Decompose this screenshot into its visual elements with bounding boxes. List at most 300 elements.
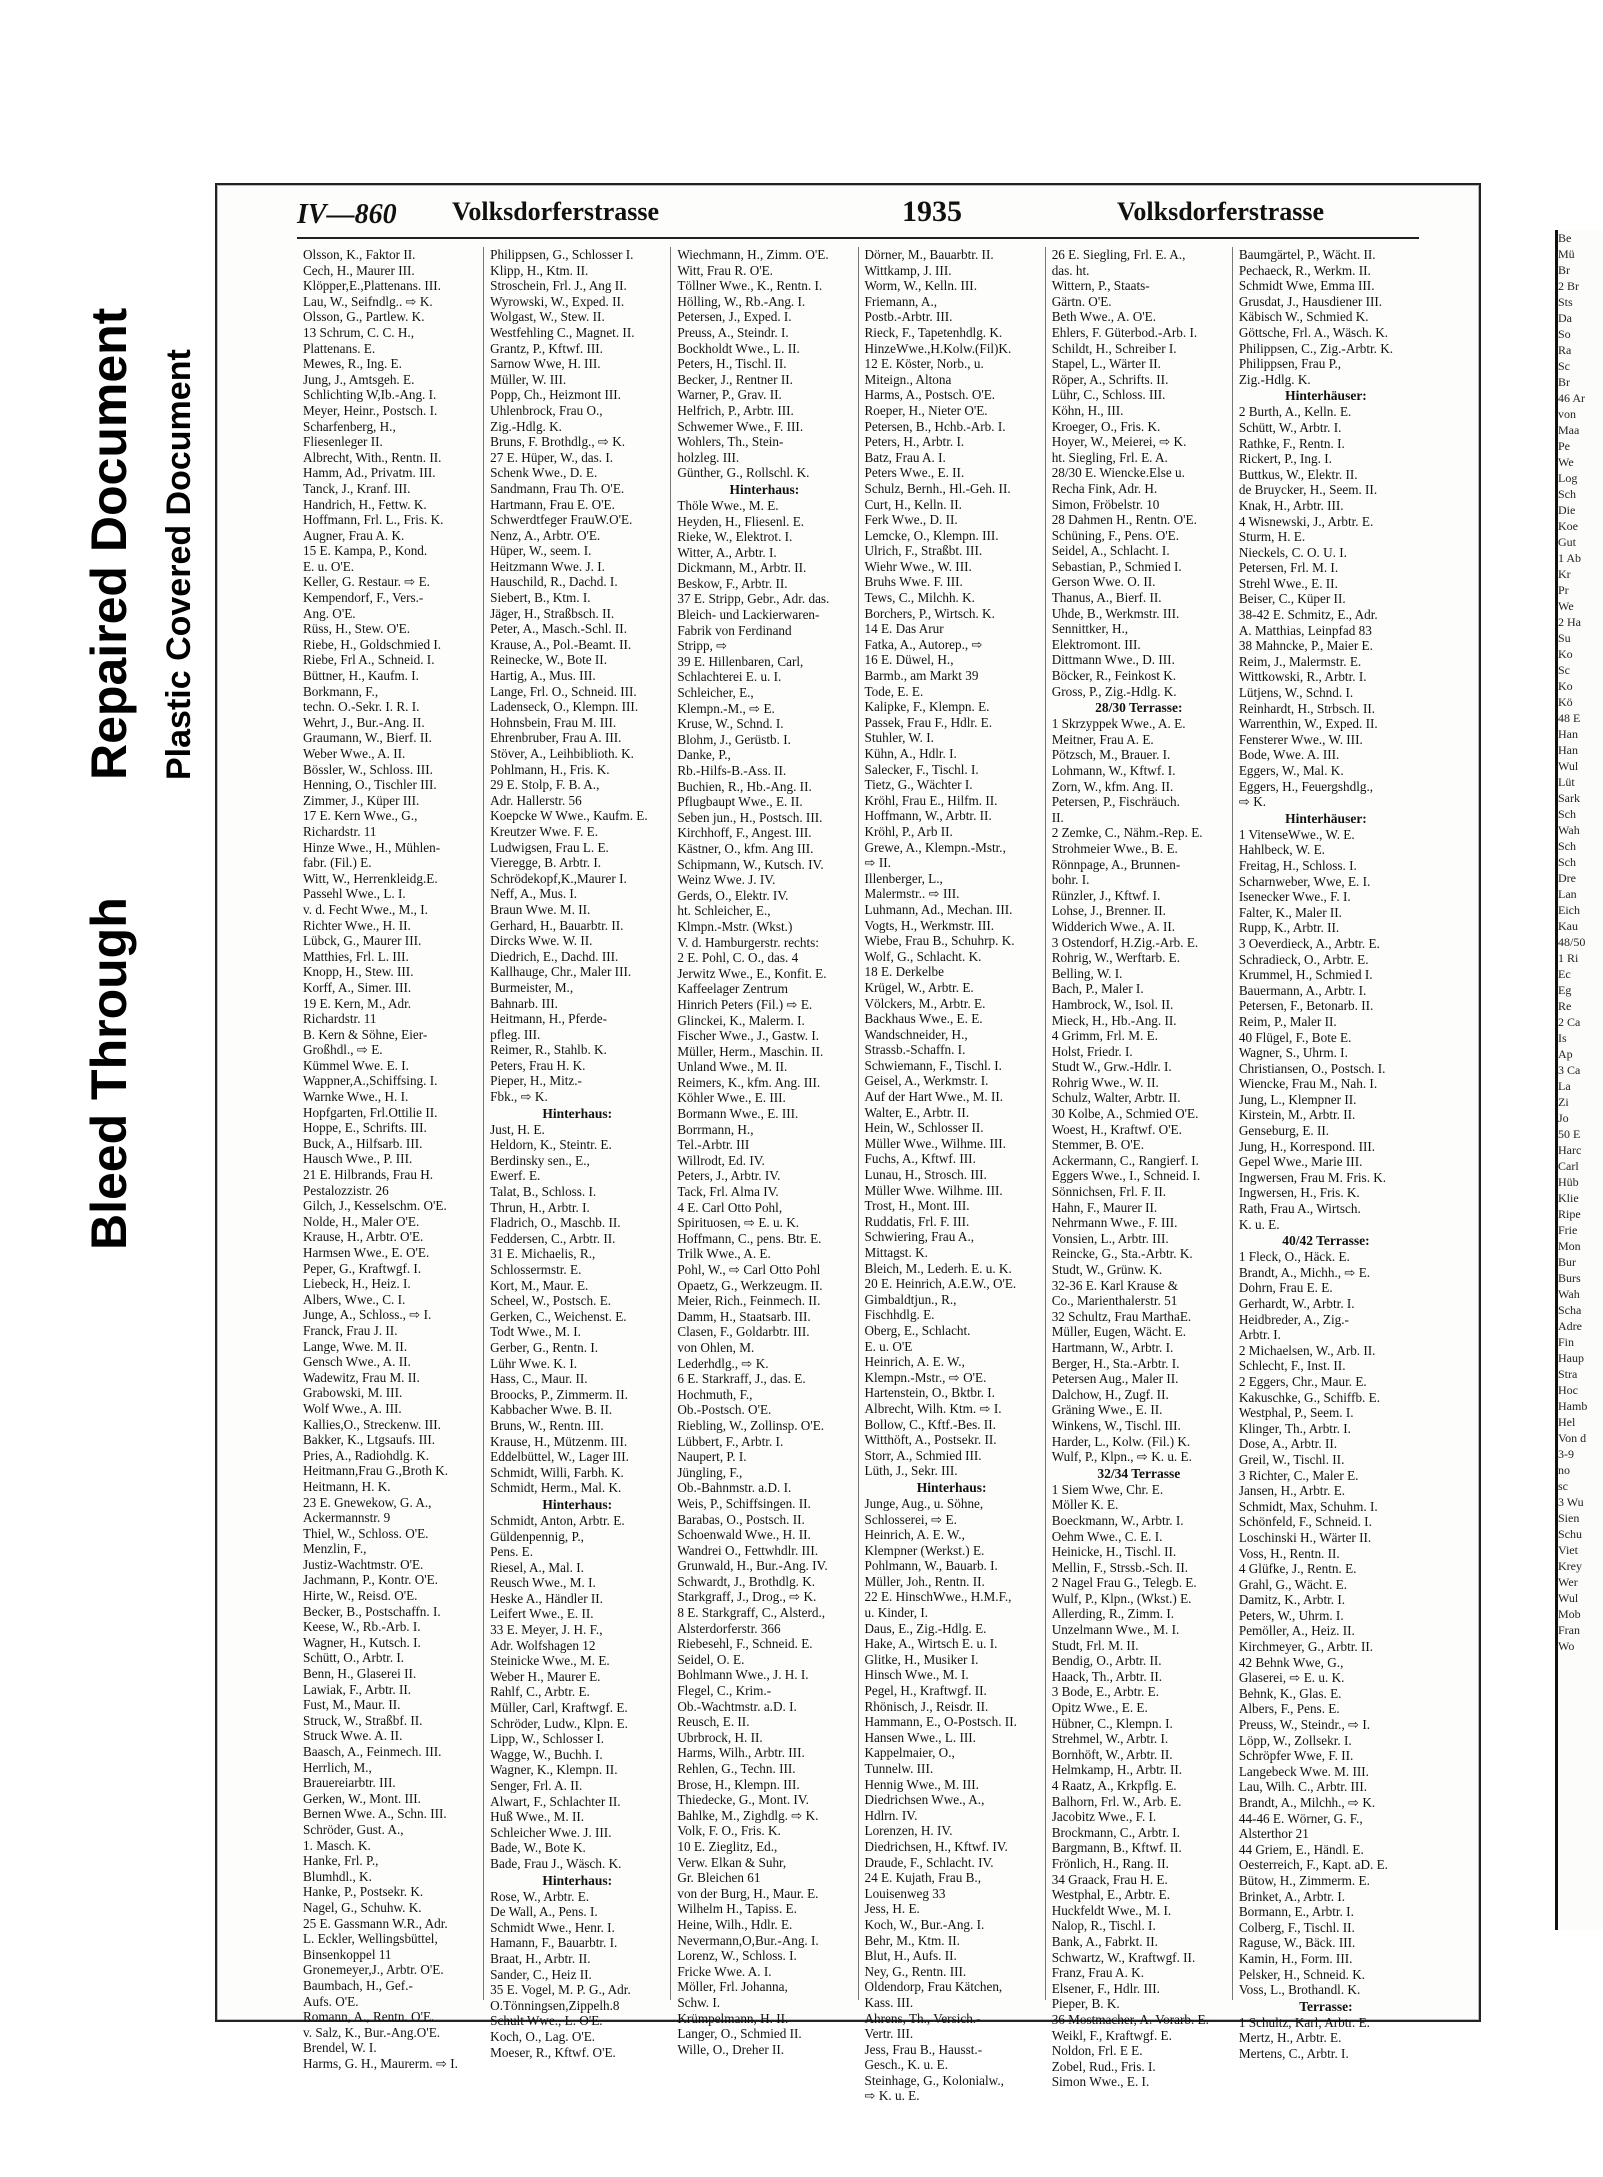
directory-entry: Nagel, G., Schuhw. K. xyxy=(303,1899,422,1915)
directory-entry: Hüper, W., seem. I. xyxy=(490,543,592,559)
directory-entry: Studt, Frl. M. II. xyxy=(1051,1637,1139,1653)
adjacent-page-fragment: Kr xyxy=(1558,567,1571,581)
directory-entry: Justiz-Wachtmstr. O'E. xyxy=(303,1556,424,1572)
directory-entry: Adr. Wolfshagen 12 xyxy=(490,1637,596,1653)
directory-entry: Rohrig Wwe., W. II. xyxy=(1051,1074,1159,1090)
directory-entry: Schwardt, J., Brothdlg. K. xyxy=(677,1573,816,1589)
directory-entry: Flegel, C., Krim.- xyxy=(677,1683,772,1699)
page-code: IV—860 xyxy=(297,199,397,230)
directory-entry: Olsson, G., Partlew. K. xyxy=(303,309,425,325)
directory-entry: Heidbreder, A., Zig.- xyxy=(1238,1311,1349,1327)
directory-entry: Menzlin, F., xyxy=(303,1541,367,1557)
directory-entry: Heske A., Händler II. xyxy=(490,1590,603,1606)
adjacent-page-fragment: 3 Ca xyxy=(1558,1063,1581,1077)
directory-entry: 3 Oeverdieck, A., Arbtr. E. xyxy=(1238,935,1380,951)
adjacent-page-fragment: Mon xyxy=(1558,1239,1581,1253)
adjacent-page-fragment: Sts xyxy=(1558,295,1573,309)
directory-entry: Baumgärtel, P., Wächt. II. xyxy=(1238,247,1376,262)
directory-entry: HinzeWwe.,H.Kolw.(Fil)K. xyxy=(864,340,1012,356)
directory-entry: Oberg, E., Schlacht. xyxy=(864,1322,971,1338)
directory-entry: Bollow, C., Kftf.-Bes. II. xyxy=(864,1416,996,1432)
directory-entry: 2 Nagel Frau G., Telegb. E. xyxy=(1051,1575,1197,1591)
directory-entry: ht. Schleicher, E., xyxy=(677,903,771,919)
directory-entry: Eddelbüttel, W., Lager III. xyxy=(490,1449,629,1465)
directory-entry: Worm, W., Kelln. III. xyxy=(864,278,977,294)
directory-entry: das. ht. xyxy=(1051,262,1090,278)
directory-entry: Philippsen, C., Zig.-Arbtr. K. xyxy=(1238,340,1394,356)
directory-entry: L. Eckler, Wellingsbüttel, xyxy=(303,1931,438,1947)
directory-entry: Zorn, W., kfm. Ang. II. xyxy=(1051,778,1174,794)
adjacent-page-fragment: Viet xyxy=(1558,1543,1578,1557)
adjacent-page-fragment: Von d xyxy=(1558,1431,1587,1445)
directory-entry: Heine, Wilh., Hdlr. E. xyxy=(677,1916,793,1932)
directory-entry: Meier, Rich., Feinmech. II. xyxy=(677,1293,821,1309)
directory-entry: Westphal, E., Arbtr. E. xyxy=(1051,1887,1171,1903)
directory-entry: Wolgast, W., Stew. II. xyxy=(490,309,605,325)
directory-entry: Dickmann, M., Arbtr. II. xyxy=(677,560,807,576)
directory-entry: Moeser, R., Kftwf. O'E. xyxy=(490,2044,616,2060)
directory-entry: Hahlbeck, W. E. xyxy=(1238,842,1325,858)
directory-entry: Pieper, B. K. xyxy=(1051,1996,1120,2012)
adjacent-page-fragment: 3-9 xyxy=(1558,1447,1574,1461)
directory-entry: Möller, Frl. Johanna, xyxy=(677,1979,788,1995)
directory-entry: 12 E. Köster, Norb., u. xyxy=(864,356,984,372)
directory-entry: 3 Ostendorf, H.Zig.-Arb. E. xyxy=(1051,934,1199,950)
directory-entry: Kass. III. xyxy=(864,1994,914,2010)
adjacent-page-fragment: 2 Ha xyxy=(1558,615,1581,629)
directory-entry: Stemmer, B. O'E. xyxy=(1051,1137,1145,1153)
directory-entry: Hein, W., Schlosser II. xyxy=(864,1120,984,1136)
directory-entry: 32 Schultz, Frau MarthaE. xyxy=(1051,1308,1192,1324)
directory-entry: Tunnelw. III. xyxy=(864,1761,934,1776)
directory-entry: Grahl, G., Wächt. E. xyxy=(1238,1576,1348,1592)
directory-entry: Koch, O., Lag. O'E. xyxy=(490,2028,596,2044)
directory-entry: Loschinski H., Wärter II. xyxy=(1238,1529,1372,1545)
directory-entry: Studt W., Grw.-Hdlr. I. xyxy=(1051,1059,1172,1075)
directory-entry: Lau, W., Seifndlg.. ⇨ K. xyxy=(303,293,433,309)
directory-entry: Lemcke, O., Klempn. III. xyxy=(864,527,999,543)
directory-entry: Weinz Wwe. J. IV. xyxy=(677,872,776,888)
directory-entry: Pemöller, A., Heiz. II. xyxy=(1238,1623,1355,1639)
adjacent-page-fragment: Ripe xyxy=(1558,1207,1581,1221)
directory-entry: Wittkamp, J. III. xyxy=(864,262,952,278)
street-name-left: Volksdorferstrasse xyxy=(452,197,660,226)
directory-entry: Lange, Frl. O., Schneid. III. xyxy=(490,683,637,699)
directory-entry: Wille, O., Dreher II. xyxy=(677,2041,785,2057)
directory-entry: Postb.-Arbtr. III. xyxy=(864,309,953,325)
section-subheading: Hinterhäuser: xyxy=(1285,810,1367,826)
directory-entry: Albers, Wwe., C. I. xyxy=(303,1291,406,1307)
directory-entry: Schipmann, W., Kutsch. IV. xyxy=(677,856,824,872)
directory-entry: Gerber, G., Rentn. I. xyxy=(490,1339,599,1355)
directory-entry: Hamm, Ad., Privatm. III. xyxy=(303,465,436,481)
directory-entry: Harms, G. H., Maurerm. ⇨ I. xyxy=(303,2055,458,2071)
directory-entry: Korff, A., Simer. III. xyxy=(303,979,412,995)
adjacent-page-fragment: Da xyxy=(1558,311,1572,325)
directory-entry: Müller Wwe. Wilhme. III. xyxy=(864,1182,1003,1198)
directory-entry: Heitzmann Wwe. J. I. xyxy=(490,558,605,574)
directory-entry: Brandt, A., Milchh., ⇨ K. xyxy=(1238,1795,1376,1810)
directory-entry: Harms, A., Postsch. O'E. xyxy=(864,387,996,403)
directory-entry: Jung, L., Klempner II. xyxy=(1238,1091,1357,1107)
directory-entry: Bruns, W., Rentn. III. xyxy=(490,1417,604,1433)
directory-entry: Neff, A., Mus. I. xyxy=(490,886,578,902)
directory-entry: Rupp, K., Arbtr. II. xyxy=(1238,920,1340,936)
directory-entry: 13 Schrum, C. C. H., xyxy=(303,324,414,340)
directory-entry: Kabbacher Wwe. B. II. xyxy=(490,1402,613,1418)
adjacent-page-fragment: 50 E xyxy=(1558,1127,1581,1141)
directory-entry: 2 E. Pohl, C. O., das. 4 xyxy=(677,950,799,966)
directory-entry: Bade, Frau J., Wäsch. K. xyxy=(490,1855,622,1871)
directory-entry: Berger, H., Sta.-Arbtr. I. xyxy=(1051,1355,1180,1371)
directory-entry: Brinket, A., Arbtr. I. xyxy=(1238,1888,1346,1904)
directory-entry: Heldorn, K., Steintr. E. xyxy=(490,1137,612,1153)
directory-entry: Balhorn, Frl. W., Arb. E. xyxy=(1051,1793,1182,1809)
directory-entry: Todt Wwe., M. I. xyxy=(490,1324,581,1340)
directory-entry: Ackermann, C., Rangierf. I. xyxy=(1051,1152,1199,1168)
adjacent-page-fragment: 48/50 xyxy=(1558,935,1586,949)
directory-entry: Diedrichsen Wwe., A., xyxy=(864,1792,985,1808)
directory-entry: Müller, Herm., Maschin. II. xyxy=(677,1043,824,1059)
directory-entry: Wohlers, Th., Stein- xyxy=(677,434,784,450)
directory-entry: 4 Wisnewski, J., Arbtr. E. xyxy=(1238,513,1374,529)
directory-entry: Hoyer, W., Meierei, ⇨ K. xyxy=(1051,434,1187,450)
directory-entry: Schwerdtfeger FrauW.O'E. xyxy=(490,512,633,528)
directory-entry: 1 Skrzyppek Wwe., A. E. xyxy=(1051,716,1186,732)
directory-entry: Hauschild, R., Dachd. I. xyxy=(490,574,618,590)
directory-entry: Struck Wwe. A. II. xyxy=(303,1728,403,1744)
directory-entry: Simon Wwe., E. I. xyxy=(1051,2074,1150,2090)
directory-entry: Allerding, R., Zimm. I. xyxy=(1051,1606,1175,1622)
directory-entry: Borchers, P., Wirtsch. K. xyxy=(864,605,995,621)
directory-entry: Fladrich, O., Maschb. II. xyxy=(490,1215,621,1231)
directory-entry: Grantz, P., Kftwf. III. xyxy=(490,340,603,356)
directory-entry: Wehrt, J., Bur.-Ang. II. xyxy=(303,714,425,730)
directory-entry: Strehl Wwe., E. II. xyxy=(1238,575,1338,591)
section-subheading: Hinterhaus: xyxy=(542,1496,613,1512)
directory-entry: Tanck, J., Kranf. III. xyxy=(303,480,411,496)
directory-entry: 1 Schultz, Karl, Arbtr. E. xyxy=(1238,2014,1370,2030)
directory-entry: 4 Glüfke, J., Rentn. E. xyxy=(1238,1561,1357,1577)
directory-entry: Pieper, H., Mitz.- xyxy=(490,1073,582,1089)
directory-entry: Beth Wwe., A. O'E. xyxy=(1051,309,1157,325)
directory-entry: 17 E. Kern Wwe., G., xyxy=(303,808,418,824)
directory-column xyxy=(671,247,858,2057)
directory-entry: Krause, H., Arbtr. O'E. xyxy=(303,1229,424,1245)
adjacent-page-fragment: Burs xyxy=(1558,1271,1581,1285)
directory-entry: Mellin, F., Strssb.-Sch. II. xyxy=(1051,1559,1189,1575)
directory-entry: 27 E. Hüper, W., das. I. xyxy=(490,449,614,465)
directory-entry: Alsterthor 21 xyxy=(1238,1826,1309,1842)
directory-entry: Holst, Friedr. I. xyxy=(1051,1043,1133,1059)
directory-entry: Müller, Eugen, Wächt. E. xyxy=(1051,1324,1187,1340)
directory-entry: Stapel, L., Wärter II. xyxy=(1051,356,1161,372)
directory-entry: Kroeger, O., Fris. K. xyxy=(1051,418,1161,434)
adjacent-page-fragment: Adre xyxy=(1558,1319,1582,1333)
directory-entry: Co., Marienthalerstr. 51 xyxy=(1051,1293,1178,1309)
directory-entry: Jäger, H., Straßbsch. II. xyxy=(490,605,615,621)
directory-entry: Rose, W., Arbtr. E. xyxy=(490,1888,590,1904)
directory-entry: Vertr. III. xyxy=(864,2026,914,2042)
directory-entry: Stuhler, W. I. xyxy=(864,730,934,746)
directory-entry: Seben jun., H., Postsch. III. xyxy=(677,809,823,825)
adjacent-page-fragment: Dre xyxy=(1558,871,1576,885)
directory-entry: Lau, Wilh. C., Arbtr. III. xyxy=(1238,1779,1368,1795)
directory-entry: Genseburg, E. II. xyxy=(1238,1123,1330,1139)
directory-entry: Hirte, W., Reisd. O'E. xyxy=(303,1588,418,1604)
directory-entry: Bütow, H., Zimmerm. E. xyxy=(1238,1872,1370,1888)
directory-entry: Fbk., ⇨ K. xyxy=(490,1089,548,1105)
directory-entry: 42 Behnk Wwe, G., xyxy=(1238,1654,1344,1670)
adjacent-page-fragment: Zi xyxy=(1558,1095,1569,1109)
directory-entry: Petersen, B., Hchb.-Arb. I. xyxy=(864,418,1006,434)
directory-entry: ⇨ K. xyxy=(1238,794,1267,810)
directory-entry: Rünzler, J., Kftwf. I. xyxy=(1051,887,1161,903)
directory-entry: Bernen Wwe. A., Schn. III. xyxy=(303,1806,447,1822)
directory-entry: Benn, H., Glaserei II. xyxy=(303,1666,417,1682)
directory-entry: Henning, O., Tischler III. xyxy=(303,777,437,793)
directory-entry: Wiehr Wwe., W. III. xyxy=(864,558,972,574)
directory-entry: Witt, Frau R. O'E. xyxy=(677,262,773,278)
directory-entry: Bauermann, A., Arbtr. I. xyxy=(1238,982,1367,998)
directory-entry: Steinicke Wwe., M. E. xyxy=(490,1653,610,1669)
adjacent-page-fragment: Hel xyxy=(1558,1415,1576,1429)
directory-entry: Kümmel Wwe. E. I. xyxy=(303,1057,409,1073)
directory-entry: Draude, F., Schlacht. IV. xyxy=(864,1854,994,1870)
directory-entry: Schlecht, F., Inst. II. xyxy=(1238,1358,1346,1374)
directory-entry: de Bruycker, H., Seem. II. xyxy=(1238,482,1378,498)
directory-entry: Schwemer Wwe., F. III. xyxy=(677,418,804,434)
directory-entry: Kästner, O., kfm. Ang III. xyxy=(677,840,814,856)
directory-entry: 3 Bode, E., Arbtr. E. xyxy=(1051,1684,1160,1700)
directory-entry: Storr, A., Schmied III. xyxy=(864,1447,982,1463)
directory-entry: 2 Zemke, C., Nähm.-Rep. E. xyxy=(1051,825,1203,841)
directory-entry: Kruse, W., Schnd. I. xyxy=(677,716,784,732)
directory-entry: Sander, C., Heiz II. xyxy=(490,1966,592,1982)
directory-entry: u. Kinder, I. xyxy=(864,1605,929,1621)
directory-entry: Petersen, P., Fischräuch. xyxy=(1051,794,1180,810)
directory-entry: Wulf, P., Klpn., ⇨ K. u. E. xyxy=(1051,1449,1192,1465)
directory-entry: Riebesehl, F., Schneid. E. xyxy=(677,1636,813,1652)
directory-entry: Eggers, H., Feuergshdlg., xyxy=(1238,778,1374,794)
adjacent-page-fragment: Wah xyxy=(1558,1287,1580,1301)
directory-entry: Hochmuth, F., xyxy=(677,1386,753,1402)
directory-entry: Peters, W., Uhrm. I. xyxy=(1238,1607,1344,1623)
directory-entry: Mewes, R., Ing. E. xyxy=(303,356,402,372)
directory-entry: Helmkamp, H., Arbtr. II. xyxy=(1051,1762,1183,1778)
directory-entry: Ingwersen, H., Fris. K. xyxy=(1238,1185,1360,1201)
adjacent-page-fragment: Maa xyxy=(1558,423,1580,437)
directory-entry: Sönnichsen, Frl. F. II. xyxy=(1051,1184,1167,1200)
directory-entry: Witt, W., Herrenkleidg.E. xyxy=(303,870,438,886)
adjacent-page-fragment: Fin xyxy=(1558,1335,1575,1349)
directory-entry: Freitag, H., Schloss. I. xyxy=(1238,857,1357,873)
directory-entry: Schulz, Bernh., Hl.-Geh. II. xyxy=(864,480,1011,496)
directory-entry: 20 E. Heinrich, A.E.W., O'E. xyxy=(864,1276,1017,1292)
directory-entry: Hanke, P., Postsekr. K. xyxy=(303,1884,424,1900)
adjacent-page-edge xyxy=(1555,230,1603,1930)
directory-entry: Oehm Wwe., C. E. I. xyxy=(1051,1528,1163,1544)
adjacent-page-fragment: Frie xyxy=(1558,1223,1578,1237)
directory-entry: Rahlf, C., Arbtr. E. xyxy=(490,1684,590,1700)
directory-entry: Graumann, W., Bierf. II. xyxy=(303,730,432,746)
directory-entry: ht. Siegling, Frl. E. A. xyxy=(1051,449,1168,465)
directory-entry: Broocks, P., Zimmerm. II. xyxy=(490,1386,628,1402)
directory-entry: Wolf Wwe., A. III. xyxy=(303,1400,402,1416)
directory-entry: Löpp, W., Zollsekr. I. xyxy=(1238,1732,1352,1748)
section-subheading: Hinterhaus: xyxy=(916,1479,987,1495)
directory-entry: Glitke, H., Musiker I. xyxy=(864,1651,979,1667)
adjacent-page-fragment: Ap xyxy=(1558,1047,1573,1061)
directory-entry: Wiencke, Frau M., Nah. I. xyxy=(1238,1076,1378,1092)
directory-entry: Voss, L., Brothandl. K. xyxy=(1238,1982,1361,1998)
adjacent-page-fragment: Harc xyxy=(1558,1143,1582,1157)
adjacent-page-fragment: Wul xyxy=(1558,1591,1579,1605)
directory-entry: Haack, Th., Arbtr. II. xyxy=(1051,1668,1163,1684)
adjacent-page-fragment: Eg xyxy=(1558,983,1572,997)
adjacent-page-fragment: Krey xyxy=(1558,1559,1582,1573)
directory-entry: Opaetz, G., Werkzeugm. II. xyxy=(677,1277,823,1293)
directory-entry: 2 Burth, A., Kelln. E. xyxy=(1238,404,1352,420)
directory-entry: Wilhelm H., Tapiss. E. xyxy=(677,1901,797,1917)
directory-entry: Strassb.-Schaffn. I. xyxy=(864,1042,966,1058)
directory-entry: Gepel Wwe., Marie III. xyxy=(1238,1154,1363,1170)
directory-entry: Trost, H., Mont. III. xyxy=(864,1198,970,1214)
adjacent-page-fragment: Kö xyxy=(1558,695,1573,709)
directory-entry: Jüngling, F., xyxy=(677,1464,743,1480)
adjacent-page-fragment: Die xyxy=(1558,503,1576,517)
directory-entry: Koepcke W Wwe., Kaufm. E. xyxy=(490,808,648,824)
directory-entry: Bach, P., Maler I. xyxy=(1051,981,1144,997)
directory-entry: Baasch, A., Feinmech. III. xyxy=(303,1744,442,1759)
adjacent-page-fragment: Sien xyxy=(1558,1511,1580,1525)
directory-entry: Reinhardt, H., Strbsch. II. xyxy=(1238,700,1376,716)
directory-entry: 30 Kolbe, A., Schmied O'E. xyxy=(1051,1106,1199,1122)
directory-entry: Brandt, A., Michh., ⇨ E. xyxy=(1238,1264,1371,1280)
directory-entry: Gensch Wwe., A. II. xyxy=(303,1354,411,1370)
directory-entry: Talat, B., Schloss. I. xyxy=(490,1184,597,1200)
directory-entry: Bockholdt Wwe., L. II. xyxy=(677,340,800,356)
directory-entry: Eggers, W., Mal. K. xyxy=(1238,763,1344,778)
adjacent-page-fragment: Mob xyxy=(1558,1607,1581,1621)
directory-entry: 1 VitenseWwe., W. E. xyxy=(1238,826,1355,842)
directory-entry: Fischhdlg. E. xyxy=(864,1307,935,1323)
directory-entry: Fabrik von Ferdinand xyxy=(677,622,792,638)
directory-entry: Brose, H., Klempn. III. xyxy=(677,1776,800,1792)
directory-entry: 36 Mostmacher, A. Vorarb. E. xyxy=(1051,2011,1209,2027)
directory-entry: Clasen, F., Goldarbtr. III. xyxy=(677,1324,810,1340)
directory-entry: Hdlrn. IV. xyxy=(864,1807,918,1823)
adjacent-page-fragment: Lüt xyxy=(1558,775,1575,789)
directory-entry: Fricke Wwe. A. I. xyxy=(677,1963,772,1979)
directory-entry: Reimers, K., kfm. Ang. III. xyxy=(677,1074,821,1090)
directory-entry: Dittmann Wwe., D. III. xyxy=(1051,652,1175,668)
directory-entry: Schröpfer Wwe, F. II. xyxy=(1238,1748,1354,1764)
directory-entry: Lühr Wwe. K. I. xyxy=(490,1355,578,1371)
directory-entry: Wagge, W., Buchh. I. xyxy=(490,1746,603,1762)
directory-entry: Junge, A., Schloss., ⇨ I. xyxy=(303,1307,432,1323)
directory-entry: Jung, H., Korrespond. III. xyxy=(1238,1138,1376,1154)
adjacent-page-fragment: Gut xyxy=(1558,535,1576,549)
directory-entry: Bakker, K., Ltgsaufs. III. xyxy=(303,1432,436,1448)
directory-entry: Schlachterei E. u. I. xyxy=(677,669,782,685)
directory-entry: Batz, Frau A. I. xyxy=(864,449,946,465)
directory-entry: Widderich Wwe., A. II. xyxy=(1051,918,1176,934)
directory-entry: Lange, Wwe. M. II. xyxy=(303,1338,408,1354)
directory-entry: Meitner, Frau A. E. xyxy=(1051,731,1154,747)
adjacent-page-fragment: Ra xyxy=(1558,343,1572,357)
directory-entry: Damm, H., Staatsarb. III. xyxy=(677,1308,811,1324)
directory-entry: Just, H. E. xyxy=(490,1121,545,1137)
adjacent-page-fragment: Wo xyxy=(1558,1639,1575,1653)
directory-entry: Uhde, B., Werkmstr. III. xyxy=(1051,605,1180,621)
directory-entry: Rieke, W., Elektrot. I. xyxy=(677,529,793,545)
directory-entry: Westfehling C., Magnet. II. xyxy=(490,324,635,340)
directory-entry: Kempendorf, F., Vers.- xyxy=(303,590,424,606)
directory-entry: Louisenweg 33 xyxy=(864,1885,946,1901)
directory-entry: 2 Eggers, Chr., Maur. E. xyxy=(1238,1373,1367,1389)
directory-entry: Nevermann,O,Bur.-Ang. I. xyxy=(677,1932,819,1948)
directory-entry: Peters, H., Tischl. II. xyxy=(677,356,787,372)
directory-entry: Simon, Fröbelstr. 10 xyxy=(1051,496,1160,512)
directory-entry: Mertz, H., Arbtr. E. xyxy=(1238,2030,1342,2046)
directory-entry: Gerken, C., Weichenst. E. xyxy=(490,1308,627,1324)
directory-entry: Harmsen Wwe., E. O'E. xyxy=(303,1245,430,1260)
directory-entry: 3 Richter, C., Maler E. xyxy=(1238,1467,1359,1483)
adjacent-page-fragment: 1 Ri xyxy=(1558,951,1579,965)
directory-entry: Hanke, Frl. P., xyxy=(303,1853,379,1869)
directory-entry: Schildt, H., Schreiber I. xyxy=(1051,340,1177,356)
directory-entry: Kreutzer Wwe. F. E. xyxy=(490,823,598,839)
directory-entry: Dörner, M., Bauarbtr. II. xyxy=(864,247,994,262)
adjacent-page-fragment: Schu xyxy=(1558,1527,1582,1541)
directory-entry: Albrecht, With., Rentn. II. xyxy=(303,449,442,465)
directory-entry: Kallhauge, Chr., Maler III. xyxy=(490,964,632,980)
directory-entry: Heinrich, A. E. W., xyxy=(864,1527,965,1543)
directory-entry: 31 E. Michaelis, R., xyxy=(490,1246,596,1262)
directory-entry: Schw. I. xyxy=(677,1994,721,2010)
directory-entry: Verw. Elkan & Suhr, xyxy=(677,1854,787,1870)
directory-entry: Peper, G., Kraftwgf. I. xyxy=(303,1260,422,1276)
directory-entry: Schröder, Gust. A., xyxy=(303,1821,404,1837)
directory-entry: Weber Wwe., A. II. xyxy=(303,746,406,761)
directory-entry: Nolde, H., Maler O'E. xyxy=(303,1213,420,1229)
directory-entry: 38 Mahncke, P., Maier E. xyxy=(1238,638,1373,654)
directory-entry: Fischer Wwe., J., Gastw. I. xyxy=(677,1028,820,1044)
directory-entry: Dalchow, H., Zugf. II. xyxy=(1051,1386,1169,1402)
directory-entry: Bormann Wwe., E. III. xyxy=(677,1106,799,1122)
directory-entry: Voss, H., Rentn. II. xyxy=(1238,1545,1340,1561)
directory-entry: 38-42 E. Schmitz, E., Adr. xyxy=(1238,607,1378,623)
section-subheading: Hinterhäuser: xyxy=(1285,388,1367,404)
directory-entry: Wagner, S., Uhrm. I. xyxy=(1238,1045,1348,1061)
directory-entry: Ackermannstr. 9 xyxy=(303,1510,391,1526)
directory-entry: Schwiemann, F., Tischl. I. xyxy=(864,1057,1002,1073)
directory-entry: Miteign., Altona xyxy=(864,371,952,387)
directory-entry: Schmidt Wwe, Emma III. xyxy=(1238,278,1375,294)
directory-entry: Hohnsbein, Frau M. III. xyxy=(490,714,617,730)
directory-entry: Reim, J., Malermstr. E. xyxy=(1238,653,1362,669)
directory-entry: Stripp, ⇨ xyxy=(677,638,728,654)
directory-entry: Stöver, A., Leihbiblioth. K. xyxy=(490,746,634,761)
directory-entry: Illenberger, L., xyxy=(864,870,943,886)
directory-entry: Müller, W. III. xyxy=(490,371,567,387)
directory-entry: Jachmann, P., Kontr. O'E. xyxy=(303,1572,438,1588)
directory-entry: O.Tönningsen,Zippelh.8 xyxy=(490,1997,620,2013)
directory-entry: pfleg. III. xyxy=(490,1026,541,1042)
directory-entry: Klöpper,E.,Plattenans. III. xyxy=(303,278,441,294)
directory-entry: Unzelmann Wwe., M. I. xyxy=(1051,1622,1180,1638)
